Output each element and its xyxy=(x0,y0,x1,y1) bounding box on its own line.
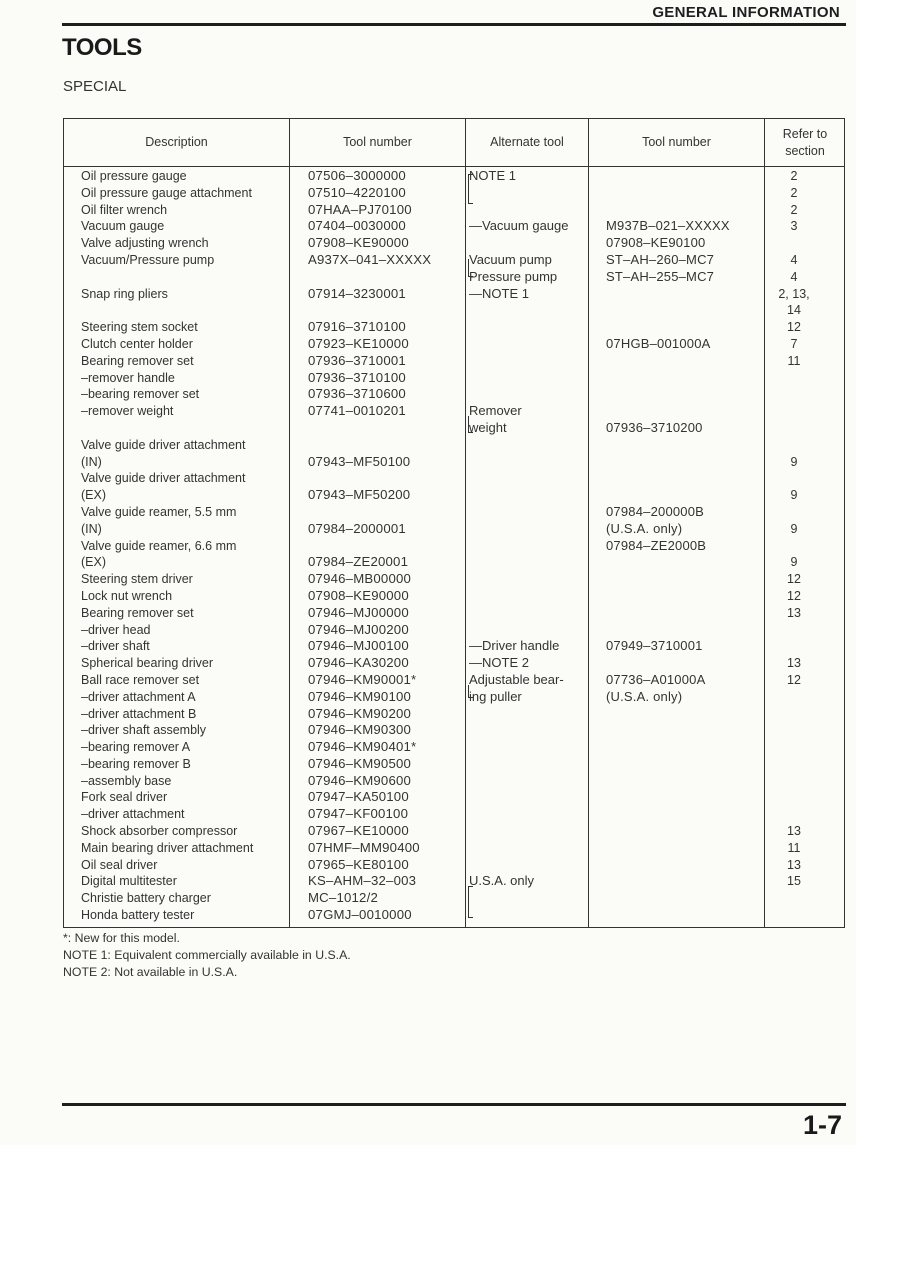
tool-description: Ball race remover set xyxy=(81,672,200,687)
table-row xyxy=(64,185,844,202)
table-row xyxy=(64,689,844,706)
column-header-description: Description xyxy=(145,135,208,149)
bracket-puller xyxy=(468,685,473,698)
tool-number: 07936–3710001 xyxy=(308,352,406,368)
table-row xyxy=(64,571,844,588)
tool-description: Lock nut wrench xyxy=(81,588,173,603)
tool-description: Oil filter wrench xyxy=(81,202,168,217)
tool-number: 07946–KM90300 xyxy=(308,722,412,738)
section-reference: 4 xyxy=(790,252,798,267)
tool-description: –driver shaft xyxy=(81,639,150,654)
table-row xyxy=(64,521,844,538)
column-header-refer-to-section: Refer to section xyxy=(782,126,828,158)
section-reference: 13 xyxy=(787,656,801,671)
column-header-tool-number: Tool number xyxy=(343,135,412,149)
table-row xyxy=(64,470,844,487)
alternate-tool-number: ST–AH–255–MC7 xyxy=(606,268,715,284)
tool-description: Bearing remover set xyxy=(81,605,194,620)
alternate-tool-number: M937B–021–XXXXX xyxy=(606,218,730,234)
section-reference: 12 xyxy=(787,320,801,335)
alternate-tool-number: 07736–A01000A xyxy=(606,671,706,687)
section-reference: 11 xyxy=(787,353,801,368)
table-row xyxy=(64,420,844,437)
section-reference: 2 xyxy=(790,202,798,217)
alternate-tool-number: 07984–200000B xyxy=(606,503,705,519)
tool-number: 07946–KM90600 xyxy=(308,772,412,788)
tool-number: 07936–3710100 xyxy=(308,369,406,385)
table-row xyxy=(64,218,844,235)
tool-description: Snap ring pliers xyxy=(81,286,168,301)
table-row xyxy=(64,437,844,454)
tool-description: –assembly base xyxy=(81,773,172,788)
section-reference: 7 xyxy=(790,336,798,351)
tool-description: Christie battery charger xyxy=(81,891,211,906)
table-row xyxy=(64,806,844,823)
table-row xyxy=(64,840,844,857)
tool-description: –bearing remover B xyxy=(81,756,191,771)
table-row xyxy=(64,202,844,219)
table-row xyxy=(64,907,844,924)
table-row xyxy=(64,538,844,555)
tool-description: Shock absorber compressor xyxy=(81,824,238,839)
tool-description: Vacuum/Pressure pump xyxy=(81,252,215,267)
table-row xyxy=(64,588,844,605)
tool-description: Oil pressure gauge xyxy=(81,169,187,183)
tool-number: 07946–KA30200 xyxy=(308,655,409,671)
table-row xyxy=(64,353,844,370)
alternate-tool: —Vacuum gauge xyxy=(469,218,569,234)
tool-number: MC–1012/2 xyxy=(308,890,378,906)
tool-number: 07946–MJ00000 xyxy=(308,604,409,620)
bracket-pump xyxy=(468,259,473,277)
section-reference: 9 xyxy=(790,488,798,503)
tool-number: 07965–KE80100 xyxy=(308,856,409,872)
tool-description: –remover handle xyxy=(81,370,175,385)
tool-number: 07943–MF50100 xyxy=(308,453,411,469)
tool-number: 07916–3710100 xyxy=(308,319,406,335)
column-header-alt-tool-number: Tool number xyxy=(642,135,711,149)
tool-number: 07946–MJ00200 xyxy=(308,621,409,637)
section-reference: 14 xyxy=(787,303,801,318)
table-row xyxy=(64,823,844,840)
alternate-tool: —Driver handle xyxy=(469,638,560,654)
tool-description: Vacuum gauge xyxy=(81,219,165,234)
alternate-tool-number: 07908–KE90100 xyxy=(606,235,706,251)
tool-description: Valve guide driver attachment xyxy=(81,437,246,452)
tool-description: (IN) xyxy=(81,521,102,536)
tool-number: 07984–ZE20001 xyxy=(308,554,409,570)
tool-number: 07947–KA50100 xyxy=(308,789,409,805)
alternate-tool: ing puller xyxy=(469,688,522,704)
alternate-tool: —NOTE 2 xyxy=(469,655,529,671)
alternate-tool-number: (U.S.A. only) xyxy=(606,520,683,536)
table-row xyxy=(64,286,844,303)
bracket-remover-weight xyxy=(468,416,473,433)
page-subtitle: SPECIAL xyxy=(63,78,127,95)
table-row xyxy=(64,873,844,890)
section-reference: 13 xyxy=(787,824,801,839)
table-row xyxy=(64,638,844,655)
table-row xyxy=(64,622,844,639)
page-number: 1-7 xyxy=(802,1110,842,1140)
section-reference: 9 xyxy=(790,454,798,469)
alternate-tool: Adjustable bear- xyxy=(469,671,564,687)
alternate-tool: NOTE 1 xyxy=(469,168,516,183)
tool-number: 07510–4220100 xyxy=(308,184,406,200)
tool-description: Clutch center holder xyxy=(81,336,193,351)
top-rule xyxy=(62,23,846,26)
section-reference: 4 xyxy=(790,269,798,284)
footnote: NOTE 2: Not available in U.S.A. xyxy=(63,964,238,979)
header-divider xyxy=(64,166,844,167)
section-reference: 2 xyxy=(790,169,798,183)
bracket-usa-only xyxy=(468,886,473,918)
section-reference: 13 xyxy=(787,605,801,620)
alternate-tool: Remover xyxy=(469,403,522,419)
table-row xyxy=(64,789,844,806)
tool-number: 07946–MB00000 xyxy=(308,571,412,587)
tool-description: Valve guide reamer, 5.5 mm xyxy=(81,504,237,519)
section-reference: 12 xyxy=(787,672,801,687)
alternate-tool: U.S.A. only xyxy=(469,873,535,889)
tool-number: 07946–KM90500 xyxy=(308,755,412,771)
table-row xyxy=(64,655,844,672)
tool-description: –driver attachment B xyxy=(81,706,197,721)
tool-number: 07HAA–PJ70100 xyxy=(308,201,412,217)
tool-number: 07946–KM90200 xyxy=(308,705,412,721)
table-row xyxy=(64,890,844,907)
tool-description: Fork seal driver xyxy=(81,790,168,805)
alternate-tool-number: ST–AH–260–MC7 xyxy=(606,251,715,267)
table-row xyxy=(64,756,844,773)
tool-description: –driver shaft assembly xyxy=(81,723,207,738)
section-reference: 12 xyxy=(787,588,801,603)
tool-description: –driver attachment xyxy=(81,807,185,822)
tool-description: Valve adjusting wrench xyxy=(81,236,209,251)
alternate-tool-number: (U.S.A. only) xyxy=(606,688,683,704)
alternate-tool: Pressure pump xyxy=(469,268,558,284)
tool-description: Oil seal driver xyxy=(81,857,158,872)
table-row xyxy=(64,386,844,403)
section-reference: 11 xyxy=(787,840,801,855)
tool-description: Bearing remover set xyxy=(81,353,194,368)
tool-description: Steering stem socket xyxy=(81,320,198,335)
table-row xyxy=(64,252,844,269)
section-reference: 9 xyxy=(790,521,798,536)
table-row xyxy=(64,454,844,471)
alternate-tool: Vacuum pump xyxy=(469,251,552,267)
tool-number: 07936–3710600 xyxy=(308,386,406,402)
table-row xyxy=(64,302,844,319)
tool-number: 07923–KE10000 xyxy=(308,335,409,351)
section-reference: 3 xyxy=(790,219,798,234)
tool-number: 07908–KE90000 xyxy=(308,235,409,251)
table-body xyxy=(64,168,844,924)
tool-number: A937X–041–XXXXX xyxy=(308,251,432,267)
section-reference: 15 xyxy=(787,874,801,889)
table-row xyxy=(64,857,844,874)
tool-description: (IN) xyxy=(81,454,102,469)
tool-number: KS–AHM–32–003 xyxy=(308,873,417,889)
tool-number: 07741–0010201 xyxy=(308,403,406,419)
tool-number: 07908–KE90000 xyxy=(308,587,409,603)
section-reference: 2 xyxy=(790,185,798,200)
tool-number: 07943–MF50200 xyxy=(308,487,411,503)
section-reference: 2, 13, xyxy=(778,286,810,301)
footnotes xyxy=(63,930,351,980)
tool-description: (EX) xyxy=(81,555,106,570)
alternate-tool-number: 07936–3710200 xyxy=(606,419,703,435)
section-reference: 9 xyxy=(790,555,798,570)
table-row xyxy=(64,403,844,420)
section-header: GENERAL INFORMATION xyxy=(652,4,840,21)
tool-number: 07946–KM90100 xyxy=(308,688,412,704)
alternate-tool: —NOTE 1 xyxy=(469,285,529,301)
table-row xyxy=(64,269,844,286)
tool-number: 07947–KF00100 xyxy=(308,806,409,822)
page-title: TOOLS xyxy=(62,34,142,61)
tool-number: 07946–KM90001* xyxy=(308,671,417,687)
table-row xyxy=(64,722,844,739)
table-row xyxy=(64,336,844,353)
table-row xyxy=(64,168,844,185)
table-row xyxy=(64,370,844,387)
table-row xyxy=(64,773,844,790)
tool-description: –bearing remover A xyxy=(81,740,191,755)
tool-number: 07404–0030000 xyxy=(308,218,406,234)
alternate-tool: weight xyxy=(469,419,507,435)
tool-number: 07HMF–MM90400 xyxy=(308,839,420,855)
section-reference: 13 xyxy=(787,857,801,872)
tool-description: –bearing remover set xyxy=(81,387,200,402)
bracket-note1 xyxy=(468,174,473,204)
tool-description: –driver attachment A xyxy=(81,689,196,704)
section-reference: 12 xyxy=(787,572,801,587)
footnote: *: New for this model. xyxy=(63,931,180,945)
tool-description: (EX) xyxy=(81,488,106,503)
tool-description: Steering stem driver xyxy=(81,572,193,587)
table-row xyxy=(64,672,844,689)
table-row xyxy=(64,319,844,336)
table-row xyxy=(64,235,844,252)
tool-description: –remover weight xyxy=(81,404,174,419)
special-tools-table xyxy=(63,118,845,928)
tool-description: Honda battery tester xyxy=(81,908,195,923)
table-row xyxy=(64,739,844,756)
tool-description: Oil pressure gauge attachment xyxy=(81,185,252,200)
tool-description: Valve guide driver attachment xyxy=(81,471,246,486)
tool-description: Valve guide reamer, 6.6 mm xyxy=(81,538,237,553)
tool-number: 07946–KM90401* xyxy=(308,739,417,755)
table-row xyxy=(64,487,844,504)
tool-number: 07967–KE10000 xyxy=(308,823,409,839)
table-row xyxy=(64,605,844,622)
tool-number: 07506–3000000 xyxy=(308,168,406,183)
tool-description: Digital multitester xyxy=(81,874,177,889)
tool-description: –driver head xyxy=(81,622,151,637)
table-row xyxy=(64,706,844,723)
tool-description: Main bearing driver attachment xyxy=(81,840,254,855)
tool-number: 07984–2000001 xyxy=(308,520,406,536)
tool-description: Spherical bearing driver xyxy=(81,656,214,671)
column-header-alternate-tool: Alternate tool xyxy=(490,135,564,149)
table-row xyxy=(64,504,844,521)
alternate-tool-number: 07984–ZE2000B xyxy=(606,537,707,553)
alternate-tool-number: 07HGB–001000A xyxy=(606,335,711,351)
table-row xyxy=(64,554,844,571)
tool-number: 07914–3230001 xyxy=(308,285,406,301)
footnote: NOTE 1: Equivalent commercially available in U.S.A. xyxy=(63,947,351,962)
bottom-rule xyxy=(62,1103,846,1106)
alternate-tool-number: 07949–3710001 xyxy=(606,638,703,654)
tool-number: 07946–MJ00100 xyxy=(308,638,409,654)
tool-number: 07GMJ–0010000 xyxy=(308,907,412,923)
